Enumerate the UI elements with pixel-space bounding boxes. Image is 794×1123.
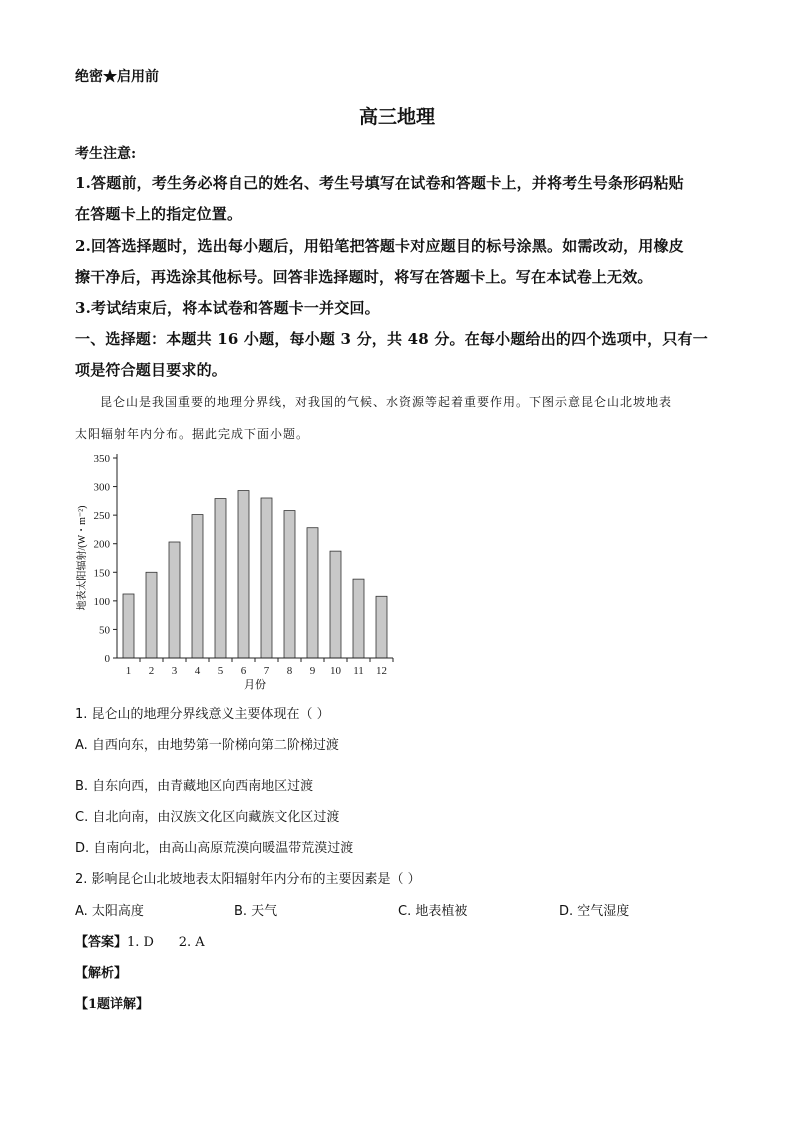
bar bbox=[215, 499, 226, 658]
x-tick-label: 9 bbox=[309, 665, 316, 677]
solar-radiation-chart bbox=[70, 450, 400, 690]
detail-label: 【1题详解】 bbox=[75, 997, 150, 1012]
y-tick-label: 350 bbox=[93, 453, 110, 465]
x-tick-label: 10 bbox=[330, 665, 341, 677]
answer-line bbox=[75, 931, 205, 950]
notice-label: 考生注意: bbox=[75, 146, 137, 162]
bar-series bbox=[123, 491, 387, 658]
bar bbox=[169, 542, 180, 658]
bar bbox=[192, 515, 203, 658]
question-1-stem: 1. 昆仑山的地理分界线意义主要体现在（ ） bbox=[75, 707, 330, 722]
question-1-option-a[interactable]: A. 自西向东，由地势第一阶梯向第二阶梯过渡 bbox=[75, 738, 339, 753]
question-1-option-c[interactable]: C. 自北向南，由汉族文化区向藏族文化区过渡 bbox=[75, 810, 340, 825]
bar bbox=[307, 528, 318, 658]
question-2-option-d[interactable]: D. 空气湿度 bbox=[559, 904, 630, 919]
notice-line: 3.考试结束后，将本试卷和答题卡一并交回。 bbox=[75, 299, 380, 317]
x-axis-label: 月份 bbox=[244, 679, 266, 690]
bar bbox=[376, 596, 387, 658]
x-tick-label: 8 bbox=[286, 665, 293, 677]
page-title: 高三地理 bbox=[358, 106, 435, 128]
bar bbox=[353, 579, 364, 658]
x-tick-label: 2 bbox=[148, 665, 155, 677]
question-intro: 昆仑山是我国重要的地理分界线，对我国的气候、水资源等起着重要作用。下图示意昆仑山北坡地表 bbox=[100, 395, 673, 409]
section-heading-cont: 项是符合题目要求的。 bbox=[75, 361, 228, 379]
bar bbox=[146, 572, 157, 658]
bar bbox=[261, 498, 272, 658]
x-tick-label: 4 bbox=[194, 665, 201, 677]
y-tick-label: 250 bbox=[93, 510, 110, 523]
question-2-option-a[interactable]: A. 太阳高度 bbox=[75, 904, 144, 919]
y-tick-label: 150 bbox=[93, 567, 110, 580]
answer-label: 【答案】 bbox=[75, 935, 128, 950]
x-tick-label: 12 bbox=[376, 665, 387, 677]
answer-text: 1. D 2. A bbox=[127, 935, 205, 950]
y-tick-label: 200 bbox=[93, 538, 110, 551]
analysis-label: 【解析】 bbox=[75, 966, 128, 981]
y-tick-label: 100 bbox=[93, 595, 110, 608]
y-axis-label: 地表太阳辐射/(W・m⁻²) bbox=[77, 505, 88, 611]
x-tick-label: 6 bbox=[240, 665, 247, 677]
x-tick-label: 1 bbox=[125, 665, 132, 677]
bar bbox=[238, 491, 249, 658]
section-heading: 一、选择题：本题共 16 小题，每小题 3 分，共 48 分。在每小题给出的四个选项中，只有一 bbox=[75, 330, 708, 348]
question-2-option-b[interactable]: B. 天气 bbox=[234, 904, 278, 919]
x-tick-label: 5 bbox=[217, 665, 224, 677]
notice-line: 2.回答选择题时，选出每小题后，用铅笔把答题卡对应题目的标号涂黑。如需改动，用橡皮 bbox=[75, 237, 684, 255]
x-tick-label: 11 bbox=[353, 665, 364, 677]
notice-line: 擦干净后，再选涂其他标号。回答非选择题时，将写在答题卡上。写在本试卷上无效。 bbox=[75, 268, 653, 286]
notice-line: 在答题卡上的指定位置。 bbox=[75, 205, 243, 223]
question-2-option-c[interactable]: C. 地表植被 bbox=[398, 904, 468, 919]
bar bbox=[330, 551, 341, 658]
y-axis bbox=[94, 453, 118, 665]
question-intro-cont: 太阳辐射年内分布。据此完成下面小题。 bbox=[75, 427, 310, 441]
x-tick-label: 3 bbox=[171, 665, 178, 677]
bar bbox=[123, 594, 134, 658]
confidential-label: 绝密★启用前 bbox=[75, 69, 159, 85]
x-axis bbox=[117, 658, 393, 677]
y-tick-label: 300 bbox=[93, 481, 110, 494]
x-tick-label: 7 bbox=[263, 665, 270, 677]
y-tick-label: 0 bbox=[104, 653, 110, 665]
question-1-option-d[interactable]: D. 自南向北，由高山高原荒漠向暖温带荒漠过渡 bbox=[75, 841, 354, 856]
question-2-stem: 2. 影响昆仑山北坡地表太阳辐射年内分布的主要因素是（ ） bbox=[75, 872, 421, 887]
notice-line: 1.答题前，考生务必将自己的姓名、考生号填写在试卷和答题卡上，并将考生号条形码粘贴 bbox=[75, 174, 684, 192]
question-1-option-b[interactable]: B. 自东向西，由青藏地区向西南地区过渡 bbox=[75, 779, 314, 794]
bar bbox=[284, 511, 295, 658]
y-tick-label: 50 bbox=[99, 624, 110, 637]
